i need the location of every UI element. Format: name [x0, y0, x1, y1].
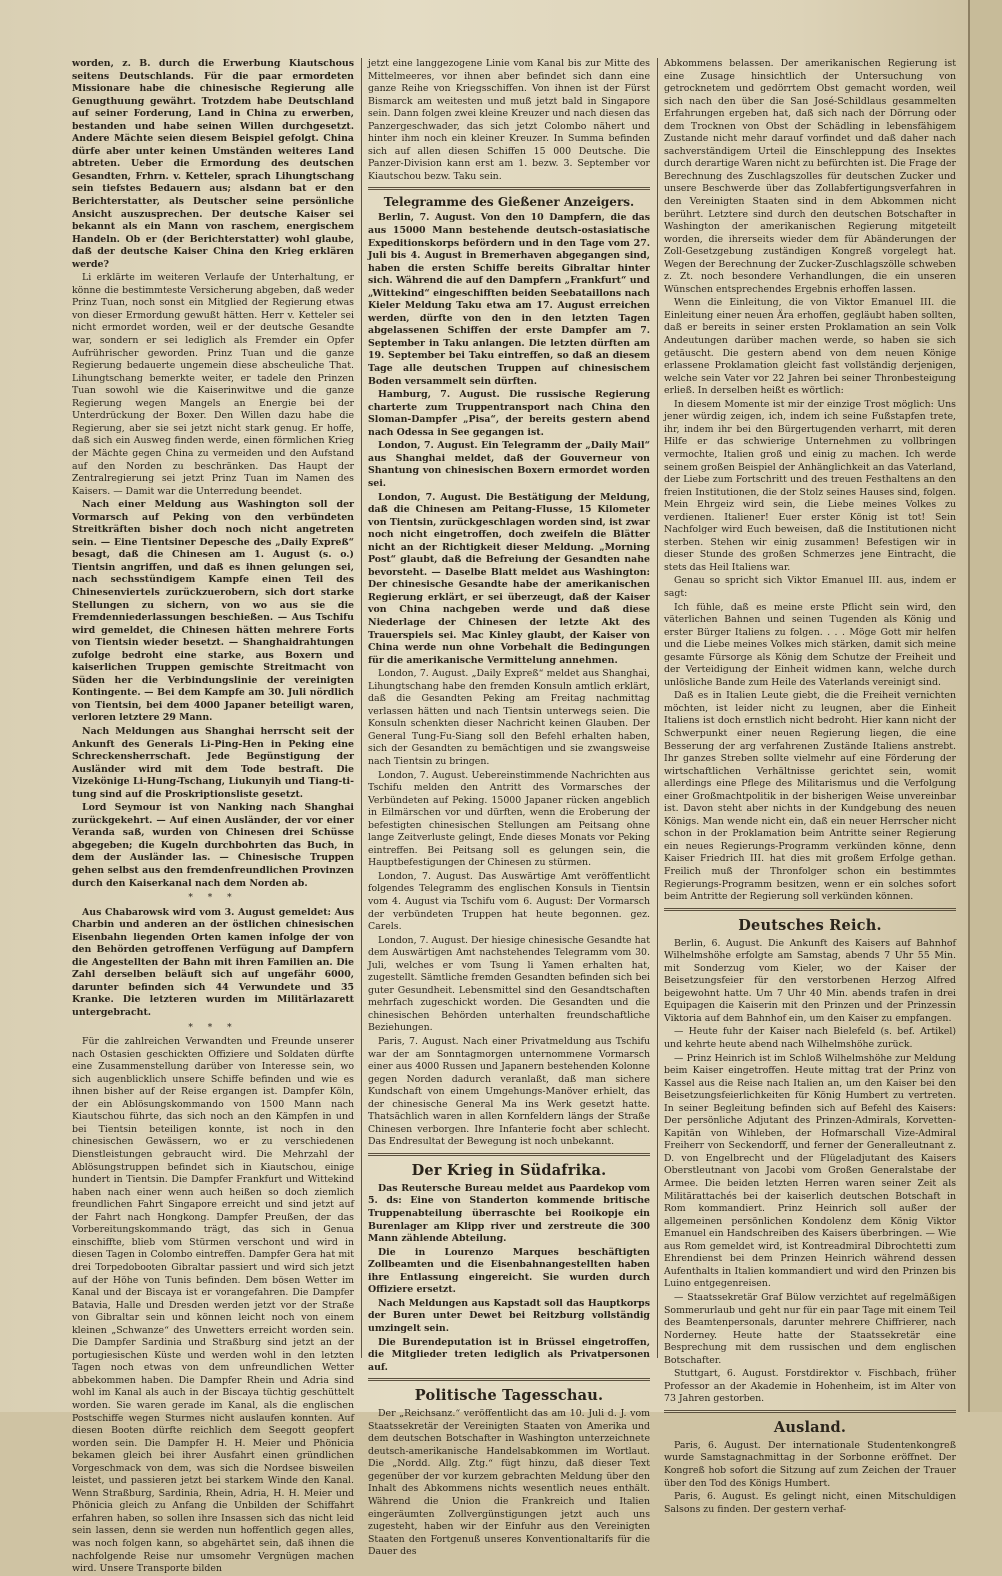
col1-paragraph-3: Nach einer Meldung aus Washington soll der Vormarsch auf Peking von den verbündeten Streitkräften bisher doch noch nicht angetreten sein. — Eine Tientsiner Depesche des „Daily Expreß“ besagt, daß die Chinesen am 1. August (s. o.) Tientsin angriffen, und daß es ihnen gelungen sei, nach sechsstündigem Kampfe einen Teil des Chinesenviertels zurückzuerobern, sich dort starke Stellungen zu sichern, von wo aus sie die Fremdenniederlassungen beschießen. — Aus Tschifu wird gemeldet, die Chinesen hätten mehrere Forts von Tientsin wieder besetzt. — Shanghaidrahtungen zufolge bedroht eine starke, aus Boxern und kaiserlichen Truppen gemischte Streitmacht von Süden her die Verbindungslinie der vereinigten Kontingente. — Bei dem Kampfe am 30. Juli nördlich von Tientsin, bei dem 4000 Japaner beteiligt waren, verloren letztere 29 Mann.	[72, 499, 354, 724]
col2-paragraph-8: London, 7. August. Das Auswärtige Amt veröffentlicht folgendes Telegramm des englischen Konsuls in Tientsin vom 4. August via Tschifu vom 6. August: Der Vormarsch der verbündeten Truppen hat heute begonnen. gez. Carels.	[368, 870, 650, 933]
heading-politische-tagesschau: Politische Tagesschau.	[414, 1387, 604, 1405]
col1-paragraph-4: Nach Meldungen aus Shanghai herrscht seit der Ankunft des Generals Li-Ping-Hen in Peking eine Schreckensherrschaft. Jede Begünstigung der Ausländer wird mit dem Tode bestraft. Die Vizekönige Li-Hung-Tschang, Liukunyih und Tiang-ti-tung sind auf die Proskriptionsliste gesetzt.	[72, 725, 354, 800]
col2-paragraph-10: Paris, 7. August. Nach einer Privatmeldung aus Tschifu war der am Sonntagmorgen unternommene Vormarsch einer aus 4000 Russen und Japanern bestehenden Kolonne gegen Norden dadurch veranlaßt, daß man sichere Kundschaft von einem Umgehungs-Manöver erhielt, das der chinesische General Ma ins Werk gesetzt hatte. Thatsächlich waren in allen Kornfeldern längs der Straße Chinesen verborgen. Ihre Infanterie focht aber schlecht. Das Endresultat der Bewegung ist noch unbekannt.	[368, 1036, 650, 1148]
section-divider	[664, 1410, 956, 1413]
col3-paragraph-10: — Staatssekretär Graf Bülow verzichtet auf regelmäßigen Sommerurlaub und geht nur für ein paar Tage mit einem Teil des Beamtenpersonals, darunter mehrere Chiffrierer, nach Norderney. Heute hatte der Staatssekretär eine Besprechung mit dem russischen und dem englischen Botschafter.	[664, 1291, 956, 1366]
col3-paragraph-8: — Heute fuhr der Kaiser nach Bielefeld (s. bef. Artikel) und kehrte heute abend nach Wilhelmshöhe zurück.	[664, 1026, 956, 1051]
col3-paragraph-11: Stuttgart, 6. August. Forstdirektor v. Fischbach, früher Professor an der Akademie in Hohenheim, ist im Alter von 73 Jahren gestorben.	[664, 1368, 956, 1405]
col2-paragraph-3: Hamburg, 7. August. Die russische Regierung charterte zum Truppentransport nach China den Sloman-Dampfer „Pisa“, der bereits gestern abend nach Odessa in See gegangen ist.	[368, 389, 650, 438]
heading-ausland: Ausland.	[773, 1418, 847, 1436]
col2-paragraph-4: London, 7. August. Ein Telegramm der „Daily Mail“ aus Shanghai meldet, daß der Gouverneur von Shantung von chinesischen Boxern ermordet worden sei.	[368, 440, 650, 489]
col2-paragraph-5: London, 7. August. Die Bestätigung der Meldung, daß die Chinesen am Peitang-Flusse, 15 Kilometer von Tientsin, zurückgeschlagen worden sind, ist zwar noch nicht eingetroffen, doch zweifeln die Blätter nicht an der Richtigkeit dieser Meldung. „Morning Post“ glaubt, daß die Befreiung der Gesandten nahe bevorsteht. — Daselbe Blatt meldet aus Washington: Der chinesische Gesandte habe der amerikanischen Regierung erklärt, er sei überzeugt, daß der Kaiser von China nachgeben werde und daß diese Niederlage der Chinesen der letzte Akt des Trauerspiels sei. Mac Kinley glaubt, der Kaiser von China werde nun ohne Vorbehalt die Bedingungen für die amerikanische Vermittelung annehmen.	[368, 491, 650, 666]
col2-paragraph-9: London, 7. August. Der hiesige chinesische Gesandte hat dem Auswärtigen Amt nachstehendes Telegramm vom 30. Juli, welches er vom Tsung li Yamen erhalten hat, zugestellt. Sämtliche fremden Gesandten befinden sich bei guter Gesundheit. Lebensmittel sind den Gesandtschaften mehrfach zugeschickt worden. Die Gesandten und die chinesischen Behörden unterhalten freundschaftliche Beziehungen.	[368, 934, 650, 1034]
col2-paragraph-15: Der „Reichsanz.“ veröffentlicht das am 10. Juli d. J. vom Staatssekretär der Vereinigten Staaten von Amerika und dem deutschen Botschafter in Washington unterzeichnete deutsch-amerikanische Handelsabkommen im Wortlaut. Die „Nordd. Allg. Ztg.“ fügt hinzu, daß dieser Text gegenüber der vor kurzem gebrachten Meldung über den Inhalt des Abkommens nichts wesentlich neues enthält. Während die Union die Frankreich und Italien eingeräumten Zollvergünstigungen jetzt auch uns zugesteht, haben wir der Einfuhr aus den Vereinigten Staaten den Fortgenuß unseres Konventionaltarifs für die Dauer des	[368, 1408, 650, 1558]
col3-paragraph-2: Wenn die Einleitung, die von Viktor Emanuel III. die Einleitung einer neuen Ära erhoffen, gegläubt haben sollten, daß er bereits in seiner ersten Proklamation an sein Volk Andeutungen darüber machen werde, so haben sie sich getäuscht. Die gestern abend von dem neuen Könige erlassene Proklamation gleicht fast vollständig derjenigen, welche sein Vater vor 22 Jahren bei seiner Thronbesteigung erließ. In derselben heißt es wörtlich:	[664, 297, 956, 397]
col2-paragraph-6: London, 7. August. „Daily Expreß“ meldet aus Shanghai, Lihungtschang habe den fremden Konsuln amtlich erklärt, daß die Gesandten Peking am Freitag nachmittag verlassen hätten und nach Tientsin unterwegs seien. Die Konsuln schenkten dieser Nachricht keinen Glauben. Der General Tung-Fu-Siang soll den Befehl erhalten haben, sich der Gesandten zu bemächtigen und sie zwangsweise nach Tientsin zu bringen.	[368, 668, 650, 767]
asterisk-separator: * * *	[188, 893, 238, 904]
col1-paragraph-1: worden, z. B. durch die Erwerbung Kiautschous seitens Deutschlands. Für die paar ermordeten Missionare habe die chinesische Regierung alle Genugthuung gewährt. Trotzdem habe Deutschland auf seiner Forderung, Land in China zu erwerben, bestanden und habe seinen Willen durchgesetzt. Andere Mächte seien diesem Beispiel gefolgt. China dürfe aber unter keinen Umständen weiteres Land abtreten. Ueber die Ermordung des deutschen Gesandten, Frhrn. v. Ketteler, sprach Lihungtschang sein tiefstes Bedauern aus; alsdann bat er den Berichterstatter, als Deutscher seine persönliche Ansicht auszusprechen. Der deutsche Kaiser sei bekannt als ein Mann von raschem, energischem Handeln. Ob er (der Berichterstatter) wohl glaube, daß der deutsche Kaiser China den Krieg erklären werde?	[72, 58, 354, 270]
col3-paragraph-13: Paris, 6. August. Es gelingt nicht, einen Mitschuldigen Salsons zu finden. Der gestern verhaf-	[664, 1491, 956, 1515]
col3-paragraph-5: Ich fühle, daß es meine erste Pflicht sein wird, den väterlichen Bahnen und seinen Tugenden als König und erster Bürger Italiens zu folgen. . . . Möge Gott mir helfen und die Liebe meines Volkes mich stärken, damit sich meine gesamte Fürsorge als König dem Schutze der Freiheit und der Verteidigung der Einheit widmen kann, welche durch unlösliche Bande zum Heile des Vaterlands vereinigt sind.	[664, 601, 956, 688]
col1-paragraph-6: Aus Chabarowsk wird vom 3. August gemeldet: Aus Charbin und anderen an der östlichen chinesischen Eisenbahn liegenden Orten kamen infolge der von den Behörden getroffenen Verfügung auf Dampfern die Angestellten der Bahn mit ihren Familien an. Die Zahl derselben beläuft sich auf ungefähr 6000, darunter befinden sich 44 Verwundete und 35 Kranke. Die letzteren wurden im Militärlazarett untergebracht.	[72, 906, 354, 1019]
col1-paragraph-5: Lord Seymour ist von Nanking nach Shanghai zurückgekehrt. — Auf einen Ausländer, der vor einer Veranda saß, wurden von Chinesen drei Schüsse abgegeben; die Kugeln durchbohrten das Buch, in dem der Ausländer las. — Chinesische Truppen gehen selbst aus den fremdenfreundlichen Provinzen durch den Kaiserkanal nach dem Norden ab.	[72, 802, 354, 889]
column-3	[664, 58, 956, 1515]
col2-paragraph-12: Die in Lourenzo Marques beschäftigten Zollbeamten und die Eisenbahnangestellten haben ihre Entlassung eingereicht. Sie wurden durch Offiziere ersetzt.	[368, 1246, 650, 1296]
col3-paragraph-12: Paris, 6. August. Der internationale Studentenkongreß wurde Samstagnachmittag in der Sorbonne eröffnet. Der Kongreß hob sofort die Sitzung auf zum Zeichen der Trauer über den Tod des Königs Humbert.	[664, 1439, 956, 1489]
column-rule-2	[657, 58, 658, 1358]
section-divider	[664, 908, 956, 911]
col3-paragraph-9: — Prinz Heinrich ist im Schloß Wilhelmshöhe zur Meldung beim Kaiser eingetroffen. Heute mittag trat der Prinz von Kassel aus die Reise nach Italien an, um den Kaiser bei den Beisetzungsfeierlichkeiten für König Humbert zu vertreten. In seiner Begleitung befinden sich auf Befehl des Kaisers: Der persönliche Adjutant des Prinzen-Admirals, Korvetten-Kapitän von Wihleben, der Hofmarschall Vize-Admiral Freiherr von Seckendorff, und ferner der Generalleutnant z. D. von Engelbrecht und der Flügeladjutant des Kaisers Oberstleutnant von Jacobi vom Großen Generalstabe der Armee. Die beiden letzten Herren waren seiner Zeit als Militärattachés bei der kaiserlich deutschen Botschaft in Rom kommandiert. Prinz Heinrich soll außer der allgemeinen persönlichen Kondolenz dem König Viktor Emanuel ein Handschreiben des Kaisers überbringen. — Wie aus Rom gemeldet wird, ist Kontreadmiral Dibrochtetti zum Ehrendienst bei dem Prinzen Heinrich während dessen Aufenthalts in Italien kommandiert und wird den Prinzen bis Luino entgegenreisen.	[664, 1052, 956, 1290]
adjacent-page-strip	[968, 0, 1002, 1412]
section-divider	[368, 1153, 650, 1156]
column-rule-1	[361, 58, 362, 1358]
col3-paragraph-4: Genau so spricht sich Viktor Emanuel III. aus, indem er sagt:	[664, 575, 956, 599]
col2-paragraph-1: jetzt eine langgezogene Linie vom Kanal bis zur Mitte des Mittelmeeres, vor ihnen aber befindet sich dann eine ganze Reihe von Kriegsschiffen. Von ihnen ist der Fürst Bismarck am weitesten und muß jetzt bald in Singapore sein. Dann folgen zwei kleine Kreuzer und nach diesen das Panzergeschwader, das sich jetzt Colombo nähert und hinter ihm noch ein kleiner Kreuzer. In Summa befinden sich auf allen diesen Schiffen 15 000 Deutsche. Die Panzer-Division kann erst am 1. bezw. 3. September vor Kiautschou bezw. Taku sein.	[368, 58, 650, 182]
column-1	[72, 58, 354, 1575]
col2-paragraph-11: Das Reutersche Bureau meldet aus Paardekop vom 5. ds: Eine von Standerton kommende britische Truppenabteilung überraschte bei Rooikopje ein Burenlager am Klipp river und zerstreute die 300 Mann zählende Abteilung.	[368, 1182, 650, 1245]
col3-paragraph-6: Daß es in Italien Leute giebt, die die Freiheit vernichten möchten, ist leider nicht zu leugnen, aber die Einheit Italiens ist doch ernstlich nicht bedroht. Hier kann nicht der Schwerpunkt einer neuen Regierung liegen, die eine Besserung der arg verfahrenen Zustände Italiens anstrebt. Ihr ganzes Streben sollte vielmehr auf eine Förderung der wirtschaftlichen Verhältnisse gerichtet sein, womit allerdings eine Pflege des Militarismus und die Verfolgung einer Großmachtpolitik in der bisherigen Weise unvereinbar ist. Davon steht aber nichts in der Kundgebung des neuen Königs. Man wende nicht ein, daß ein neuer Herrscher nicht schon in der Proklamation beim Antritte seiner Regierung ein neues Regierungs-Programm verkünden könne, denn Kaiser Friedrich III. hat dies mit großem Erfolge gethan. Freilich muß der Thronfolger schon ein bestimmtes Regierungs-Programm besitzen, wenn er ein solches sofort beim Antritte der Regierung soll verkünden können.	[664, 690, 956, 903]
heading-telegramme: Telegramme des Gießener Anzeigers.	[383, 195, 635, 210]
heading-deutsches-reich: Deutsches Reich.	[738, 916, 882, 934]
col2-paragraph-7: London, 7. August. Uebereinstimmende Nachrichten aus Tschifu melden den Antritt des Vormarsches der Verbündeten auf Peking. 15000 Japaner rücken angeblich in Eilmärschen vor und dürften, wenn die Eroberung der befestigten chinesischen Stellungen am Peitsang ohne lange Zeitverluste gelingt, Ende dieses Monats vor Peking eintreffen. Bei Peitsang soll es gelungen sein, die Hauptbefestigungen der Chinesen zu stürmen.	[368, 769, 650, 869]
section-divider	[368, 1378, 650, 1381]
col1-paragraph-2: Li erklärte im weiteren Verlaufe der Unterhaltung, er könne die bestimmteste Versicherung abgeben, daß weder Prinz Tuan, noch sonst ein Mitglied der Regierung etwas von dieser Ermordung gewußt hätten. Herr v. Ketteler sei nicht ermordet worden, weil er der deutsche Gesandte war, sondern er sei lediglich als Fremder ein Opfer Aufrührischer geworden. Prinz Tuan und die ganze Regierung bedauerte ungemein diese abscheuliche That. Lihungtschang bemerkte weiter, er tadele den Prinzen Tuan sowohl wie die Kaiserinwitwe und die ganze Regierung wegen Mangels an Energie bei der Unterdrückung der Boxer. Den Willen dazu habe die Regierung, aber sie sei jetzt nicht stark genug. Er hoffe, daß sich ein Ausweg finden werde, einen förmlichen Krieg der Mächte gegen China zu vermeiden und den Aufstand auf den Norden zu beschränken. Das Haupt der Zentralregierung sei jetzt Prinz Tuan im Namen des Kaisers. — Damit war die Unterredung beendet.	[72, 272, 354, 497]
col1-paragraph-7: Für die zahlreichen Verwandten und Freunde unserer nach Ostasien geschickten Offiziere und Soldaten dürfte eine Zusammenstellung darüber von Interesse sein, wo sich augenblicklich unsere Schiffe befinden und wie es ihnen bisher auf der Reise ergangen ist. Dampfer Köln, der ein Ablösungskommando von 1500 Mann nach Kiautschou führte, das sich noch an den Kämpfen in und bei Tientsin beteiligen konnte, ist noch in den chinesischen Gewässern, wo er zu verschiedenen Dienstleistungen gebraucht wird. Die Mehrzahl der Ablösungstruppen befindet sich in Kiautschou, einige hundert in Tientsin. Die Dampfer Frankfurt und Wittekind haben nach einer wenn auch heißen so doch ziemlich freundlichen Fahrt Singapore erreicht und sind jetzt auf der Fahrt nach Hongkong. Dampfer Preußen, der das Vorbereitungskommando trägt, das sich in Genua einschiffte, blieb vom Stürmen verschont und wird in diesen Tagen in Colombo eintreffen. Dampfer Gera hat mit drei Torpedobooten Gibraltar passiert und wird sich jetzt auf der Höhe von Tunis befinden. Dem bösen Wetter im Kanal und der Biscaya ist er vorangefahren. Die Dampfer Batavia, Halle und Dresden werden jetzt vor der Straße von Gibraltar sein und können leicht noch von einem kleinen „Schwanze“ des Unwetters erreicht worden sein. Die Dampfer Sardinia und Straßburg sind jetzt an der portugiesischen Küste und werden wohl in den letzten Tagen noch etwas von dem unfreundlichen Wetter abbekommen haben. Die Dampfer Rhein und Adria sind wohl im Kanal als auch in der Biscaya tüchtig geschüttelt worden. Sie waren gerade im Kanal, als die englischen Postschiffe wegen Sturmes nicht auslaufen konnten. Auf diesen Booten dürfte reichlich dem Seegott geopfert worden sein. Die Dampfer H. H. Meier und Phönicia bekamen gleich bei ihrer Ausfahrt einen gründlichen Vorgeschmack von dem, was sich die Nordsee bisweilen leistet, und passieren jetzt bei starkem Winde den Kanal. Wenn Straßburg, Sardinia, Rhein, Adria, H. H. Meier und Phönicia gleich zu Anfang die Unbilden der Schiffahrt erfahren haben, so sollen ihre Insassen sich das nicht leid sein lassen, denn sie werden nun hoffentlich gegen alles, was noch folgen kann, so abgehärtet sein, daß ihnen die nachfolgende Reise nur umsomehr Vergnügen machen wird. Unsere Transporte bilden	[72, 1036, 354, 1575]
col3-paragraph-7: Berlin, 6. August. Die Ankunft des Kaisers auf Bahnhof Wilhelmshöhe erfolgte am Samstag, abends 7 Uhr 55 Min. mit Sonderzug vom Kieler, wo der Kaiser der Beisetzungsfeier für den verstorbenen Herzog Alfred beigewohnt hatte. Um 7 Uhr 40 Min. abends trafen in drei Equipagen die Kaiserin mit den Prinzen und der Prinzessin Viktoria auf dem Bahnhof ein, um den Kaiser zu empfangen.	[664, 937, 956, 1024]
col2-paragraph-14: Die Burendeputation ist in Brüssel eingetroffen, die Mitglieder treten lediglich als Privatpersonen auf.	[368, 1336, 650, 1373]
column-2	[368, 58, 650, 1558]
section-divider	[368, 187, 650, 190]
col3-paragraph-3: In diesem Momente ist mir der einzige Trost möglich: Uns jener würdig zeigen, ich, indem ich seine Fußstapfen trete, ihr, indem ihr bei den Bürgertugenden verharrt, mit deren Hilfe er das schwierige Unternehmen zu vollbringen vermochte, Italien groß und einig zu machen. Ich werde seinem großen Beispiel der Anhänglichkeit an das Vaterland, der Liebe zum Fortschritt und des treuen Festhaltens an den freien Institutionen, die der Stolz seines Hauses sind, folgen. Mein Ehrgeiz wird sein, die Liebe meines Volkes zu verdienen. Italiener! Euer erster König ist tot! Sein Nachfolger wird Euch beweisen, daß die Institutionen nicht sterben. Stehen wir einig zusammen! Befestigen wir in dieser Stunde des großen Schmerzes jene Eintracht, die stets das Heil Italiens war.	[664, 398, 956, 573]
asterisk-separator: * * *	[188, 1022, 238, 1033]
heading-krieg-suedafrika: Der Krieg in Südafrika.	[411, 1161, 607, 1179]
col2-paragraph-13: Nach Meldungen aus Kapstadt soll das Hauptkorps der Buren unter Dewet bei Reitzburg vollständig umzingelt sein.	[368, 1297, 650, 1334]
col2-paragraph-2: Berlin, 7. August. Von den 10 Dampfern, die das aus 15000 Mann bestehende deutsch-ostasiatische Expeditionskorps befördern und in den Tage vom 27. Juli bis 4. August in Bremerhaven abgegangen sind, haben die ersten Schiffe bereits Gibraltar hinter sich. Während die auf den Dampfern „Frankfurt“ und „Wittekind“ eingeschifften beiden Seebataillons nach Kieler Meldung Taku etwa am 17. August erreichen werden, dürfte von den in den letzten Tagen abgelassenen Schiffen der erste Dampfer am 7. September in Taku anlangen. Die letzten dürften am 19. September bei Taku eintreffen, so daß an diesem Tage alle deutschen Truppen auf chinesischem Boden versammelt sein dürften.	[368, 212, 650, 387]
col3-paragraph-1: Abkommens belassen. Der amerikanischen Regierung ist eine Zusage hinsichtlich der Untersuchung von getrocknetem und gedörrtem Obst gemacht worden, weil sich nach den über die San José-Schildlaus gesammelten Erfahrungen ergeben hat, daß sich nach der Dörrung oder dem Trocknen von Obst der Schädling in lebensfähigem Zustande nicht mehr darauf vorfindet und daß daher nach sachverständigem Urteil die Einschleppung des Insektes durch derartige Waren nicht zu befürchten ist. Die Frage der Berechnung des Zuschlagszolles für deutschen Zucker und unsere Beschwerde über das Zollabfertigungsverfahren in den Vereinigten Staaten sind in dem Abkommen nicht berührt. Letztere sind durch den deutschen Botschafter in Washington der amerikanischen Regierung mitgeteilt worden, die ihrerseits wieder dem für Abänderungen der Zoll-Gesetzgebung zuständigen Kongreß vorgelegt hat. Wegen der Berechnung der Zucker-Zuschlagszölle schweben z. Zt. noch besondere Verhandlungen, die ein unseren Wünschen entsprechendes Ergebnis erhoffen lassen.	[664, 58, 956, 295]
